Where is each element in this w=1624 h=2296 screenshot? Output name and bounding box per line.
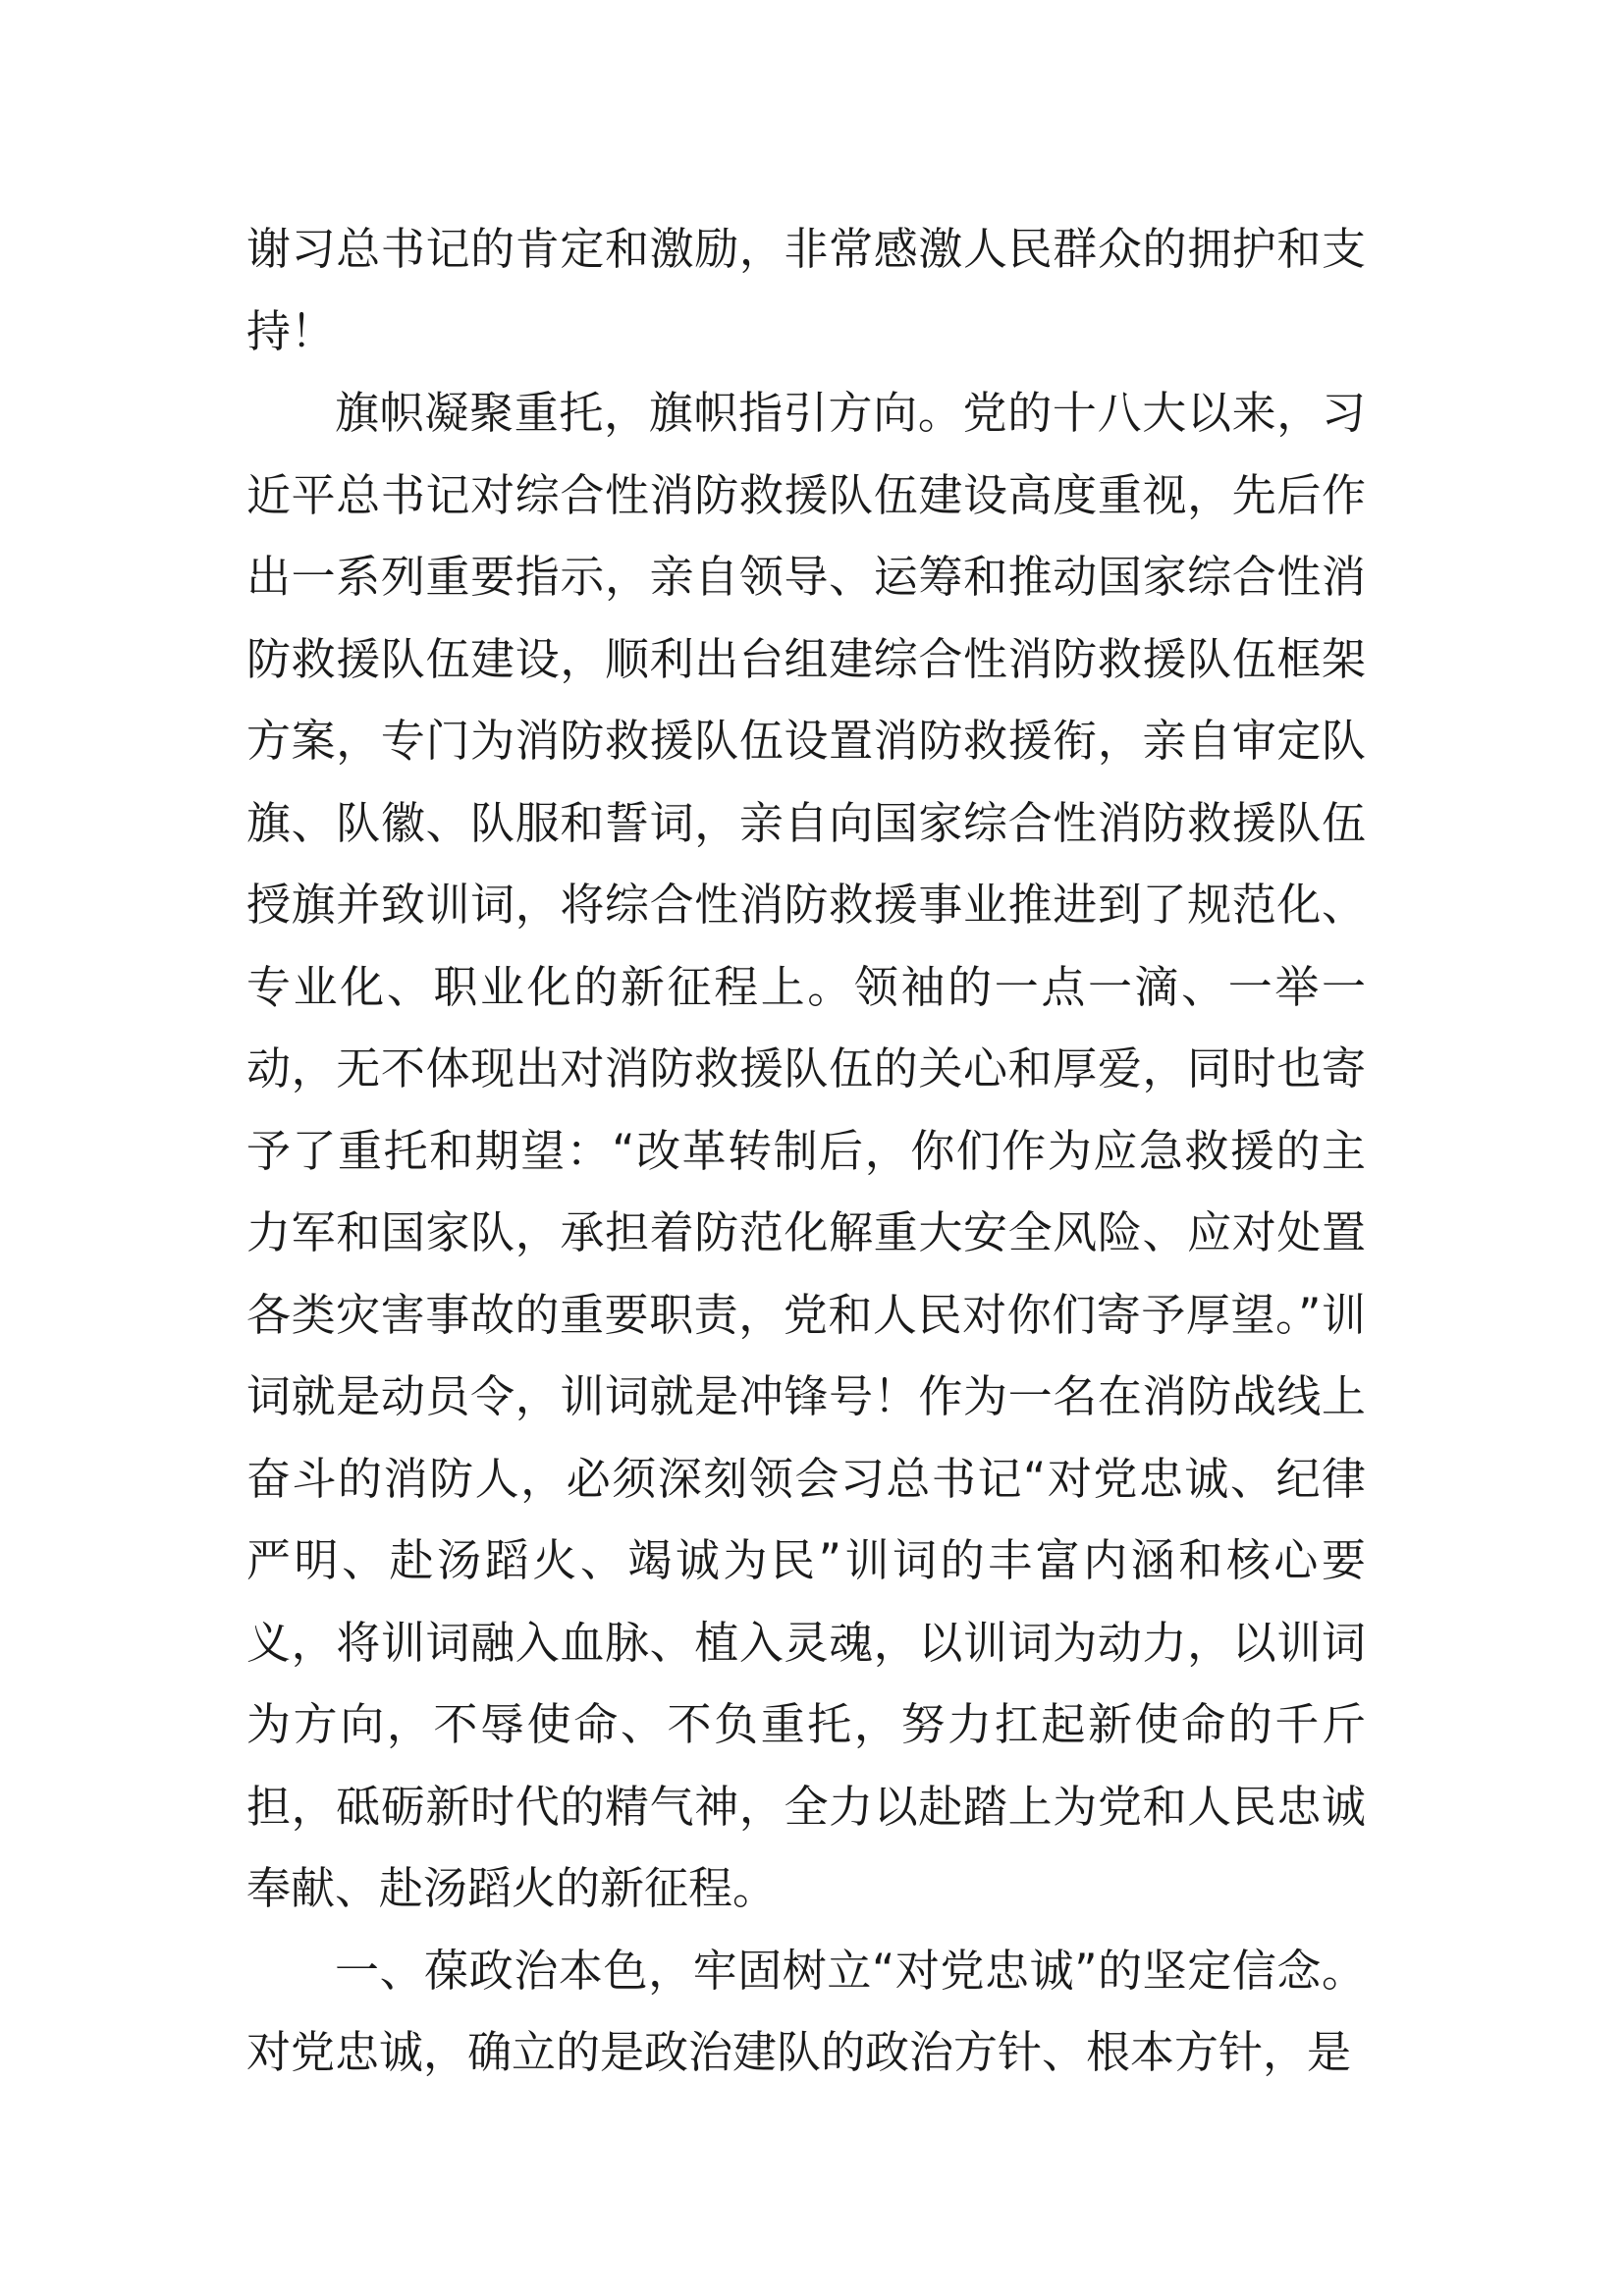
paragraph-section-one: 一、葆政治本色，牢固树立“对党忠诚”的坚定信念。对党忠诚，确立的是政治建队的政治方针、根本方针，是 <box>246 1944 1366 2078</box>
paragraph-banner-guidance: 旗帜凝聚重托，旗帜指引方向。党的十八大以来，习近平总书记对综合性消防救援队伍建设高度重视，先后作出一系列重要指示，亲自领导、运筹和推动国家综合性消防救援队伍建设，顺利出台组建综合性消防救援队伍框架方案，专门为消防救援队伍设置消防救援衔，亲自审定队旗、队徽、队服和誓词，亲自向国家综合性消防救援队伍授旗并致训词，将综合性消防救援事业推进到了规范化、专业化、职业化的新征程上。领袖的一点一滴、一举一动，无不体现出对消防救援队伍的关心和厚爱，同时也寄予了重托和期望：“改革转制后，你们作为应急救援的主力军和国家队，承担着防范化解重大安全风险、应对处置各类灾害事故的重要职责，党和人民对你们寄予厚望。”训词就是动员令，训词就是冲锋号！作为一名在消防战线上奋斗的消防人，必须深刻领会习总书记“对党忠诚、纪律严明、赴汤蹈火、竭诚为民”训词的丰富内涵和核心要义，将训词融入血脉、植入灵魂，以训词为动力，以训词为方向，不辱使命、不负重托，努力扛起新使命的千斤担，砥砺新时代的精气神，全力以赴踏上为党和人民忠诚奉献、赴汤蹈火的新征程。 <box>246 387 1366 1914</box>
document-page <box>246 208 1366 2094</box>
paragraph-continuation: 谢习总书记的肯定和激励，非常感激人民群众的拥护和支持！ <box>246 223 1366 357</box>
